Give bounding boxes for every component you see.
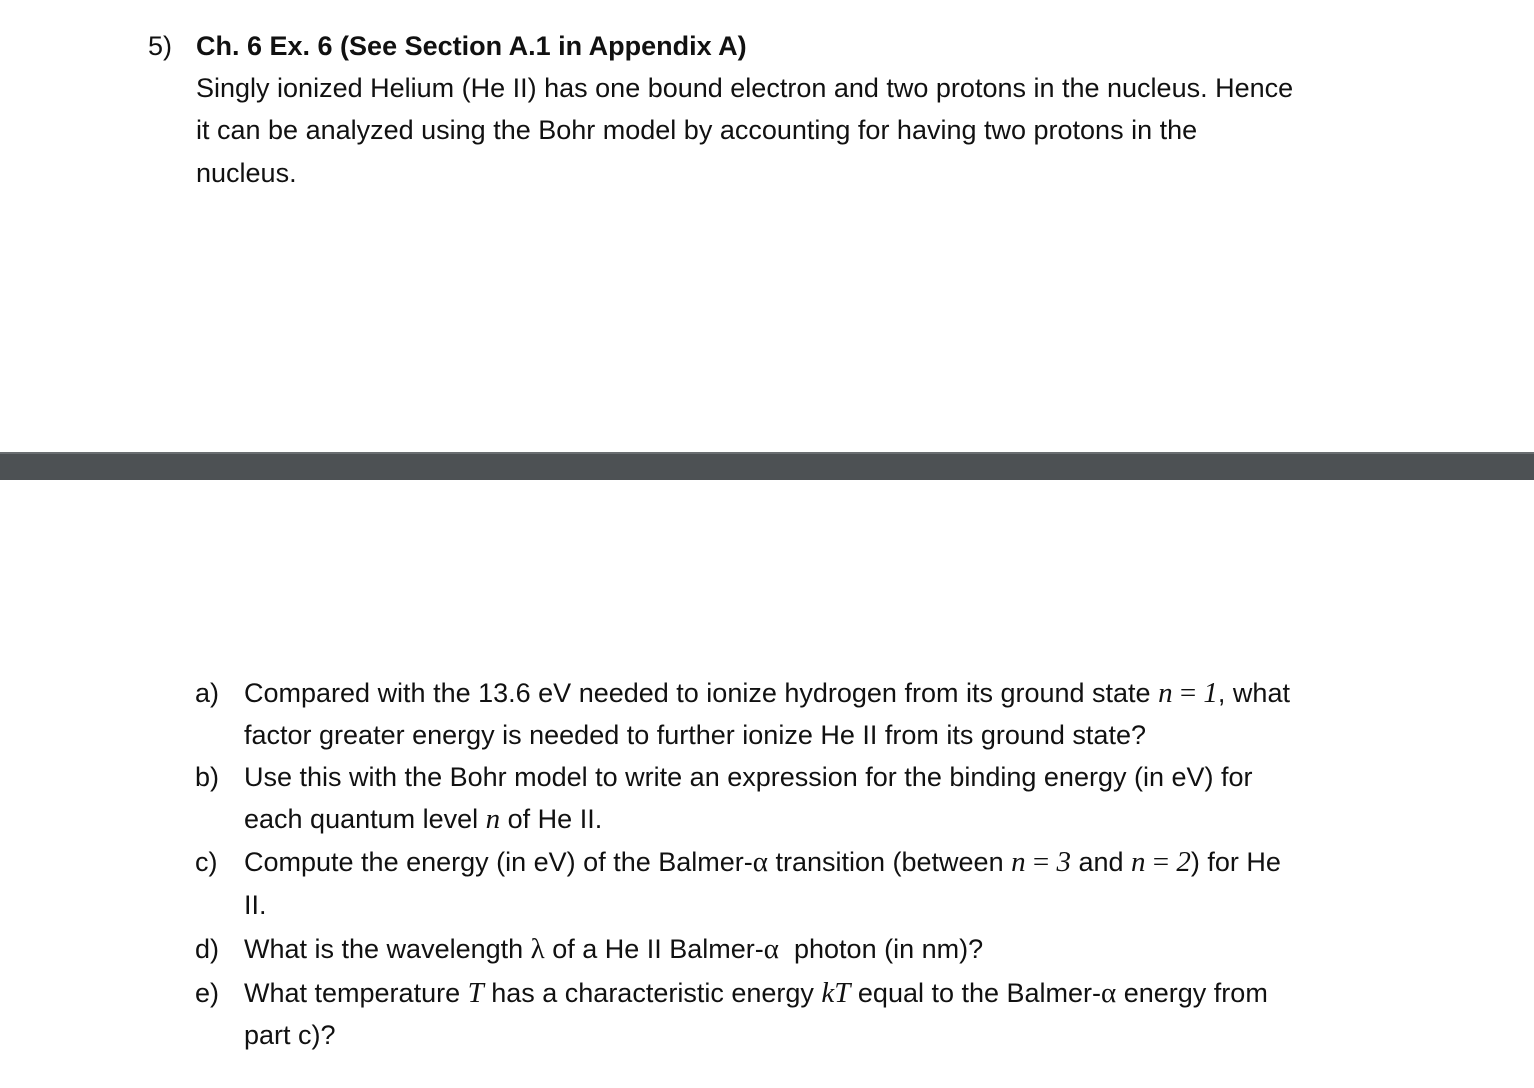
part-a-text-end: , what [1217,678,1290,708]
part-d-line-1 [244,928,983,970]
part-d-text-mid: of a He II Balmer- [544,934,764,964]
math-n: n [1158,677,1173,709]
part-c-line-2: II. [244,890,267,920]
part-b-label: b) [195,762,220,792]
math-alpha: α [752,846,768,878]
math-value: 3 [1056,846,1071,878]
part-c-text-end: ) for He [1190,847,1281,877]
part-e-text: What temperature [244,978,468,1008]
part-b-line-1: Use this with the Bohr model to write an expression for the binding energy (in eV) for [244,762,1253,792]
page-break-divider [0,452,1534,480]
math-value: 1 [1203,677,1218,709]
part-a-line-1 [244,672,1290,714]
part-c-text-mid: transition (between [767,847,1012,877]
part-e-text-mid: has a characteristic energy [483,978,822,1008]
math-alpha: α [763,933,779,965]
part-c-line-1 [244,841,1281,883]
problem-number: 5) [148,31,173,61]
part-b-line-2 [244,798,602,840]
part-d-text: What is the wavelength [244,934,531,964]
math-equals: = [1145,846,1177,878]
math-lambda: λ [530,933,545,965]
part-d-label: d) [195,934,220,964]
part-d-text-end: photon (in nm)? [779,934,984,964]
part-a-text: Compared with the 13.6 eV needed to ionize hydrogen from its ground state [244,678,1159,708]
part-e-text-end: energy from [1116,978,1268,1008]
math-kT: kT [821,977,851,1009]
intro-line-3: nucleus. [196,158,297,188]
part-a-label: a) [195,678,220,708]
math-equals: = [1172,677,1204,709]
part-c-and: and [1070,847,1132,877]
part-e-line-2: part c)? [244,1020,336,1050]
problem-title: Ch. 6 Ex. 6 (See Section A.1 in Appendix A) [196,31,747,61]
math-n: n [1011,846,1026,878]
math-n: n [485,803,501,835]
math-value: 2 [1176,846,1191,878]
math-n: n [1131,846,1146,878]
math-alpha: α [1101,977,1117,1009]
intro-line-1: Singly ionized Helium (He II) has one bound electron and two protons in the nucleus. Hence [196,73,1294,103]
part-c-text: Compute the energy (in eV) of the Balmer- [244,847,753,877]
page-bottom [0,480,1534,1088]
math-T: T [467,977,484,1009]
part-b-text-end: of He II. [500,804,603,834]
math-equals: = [1025,846,1057,878]
part-b-text: each quantum level [244,804,486,834]
part-e-label: e) [195,978,220,1008]
part-a-line-2: factor greater energy is needed to further ionize He II from its ground state? [244,720,1146,750]
intro-line-2: it can be analyzed using the Bohr model by accounting for having two protons in the [196,115,1198,145]
part-e-text-mid2: equal to the Balmer- [850,978,1102,1008]
part-e-line-1 [244,972,1268,1014]
page-top [0,0,1534,452]
part-c-label: c) [195,847,218,877]
